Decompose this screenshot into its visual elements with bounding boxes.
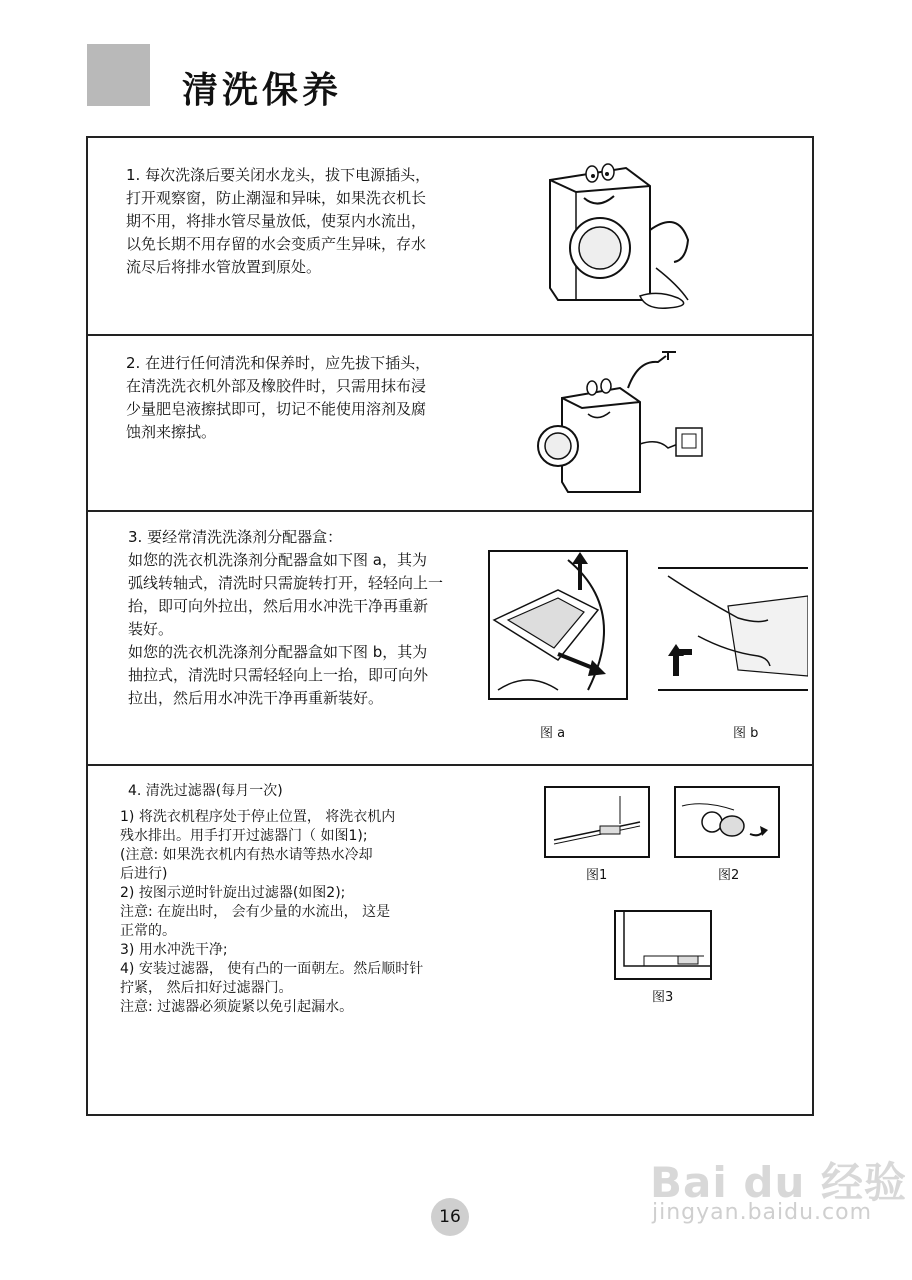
section-divider (88, 764, 812, 766)
figure-1-open-filter-door (544, 786, 650, 858)
section-marker (87, 44, 150, 106)
figure-3-filter-door (614, 910, 712, 980)
figure-b-dispenser-pull (658, 566, 808, 694)
section-1-text: 1. 每次洗涤后要关闭水龙头，拔下电源插头， 打开观察窗，防止潮湿和异味，如果洗衣机长 期不用，将排水管尽量放低，使泵内水流出， 以免长期不用存留的水会变质产生异味，存水 流尽后将排水管放置到原处。 (126, 166, 431, 276)
figure-a-dispenser-rotate (488, 550, 628, 700)
content-frame (86, 136, 814, 1116)
watermark-logo: Bai du 经验 (650, 1158, 907, 1207)
washer-draining-illustration (528, 150, 698, 310)
figure-2-unscrew-filter (674, 786, 780, 858)
section-4-text: 1) 将洗衣机程序处于停止位置， 将洗衣机内 残水排出。用手打开过滤器门（ 如图1); (注意: 如果洗衣机内有热水请等热水冷却 后进行) 2) 按图示逆时针旋出过滤器(如图2); 注意: 在旋出时， 会有少量的水流出， 这是 正常的。 3) 用水冲洗干净; 4) 安装过滤器， 使有凸的一面朝左。然后顺时针 拧紧， 然后扣好过滤器门。 注意: 过滤器必须旋紧以免引起漏水。 (120, 809, 424, 1015)
figure-3-caption: 图3 (652, 990, 674, 1005)
section-4-title: 4. 清洗过滤器(每月一次) (128, 783, 283, 799)
figure-b-caption: 图 b (733, 726, 759, 741)
page-title: 清洗保养 (182, 70, 343, 111)
section-2-text: 2. 在进行任何清洗和保养时，应先拔下插头， 在清洗洗衣机外部及橡胶件时，只需用抹布浸 少量肥皂液擦拭即可，切记不能使用溶剂及腐 蚀剂来擦拭。 (126, 354, 431, 441)
washer-unplugged-illustration (528, 348, 708, 498)
figure-1-caption: 图1 (586, 868, 608, 883)
figure-2-caption: 图2 (718, 868, 740, 883)
section-divider (88, 334, 812, 336)
figure-a-caption: 图 a (540, 726, 566, 741)
section-3-text: 3. 要经常清洗洗涤剂分配器盒： 如您的洗衣机洗涤剂分配器盒如下图 a，其为 弧线转轴式，清洗时只需旋转打开，轻轻向上一 抬，即可向外拉出，然后用水冲洗干净再重新 装好。 如您的洗衣机洗涤剂分配器盒如下图 b，其为 抽拉式，清洗时只需轻轻向上一抬，即可向外 拉出，然后用水冲洗干净再重新装好。 (128, 528, 444, 707)
page-number: 16 (431, 1198, 469, 1236)
section-divider (88, 510, 812, 512)
watermark-url: jingyan.baidu.com (652, 1200, 873, 1225)
